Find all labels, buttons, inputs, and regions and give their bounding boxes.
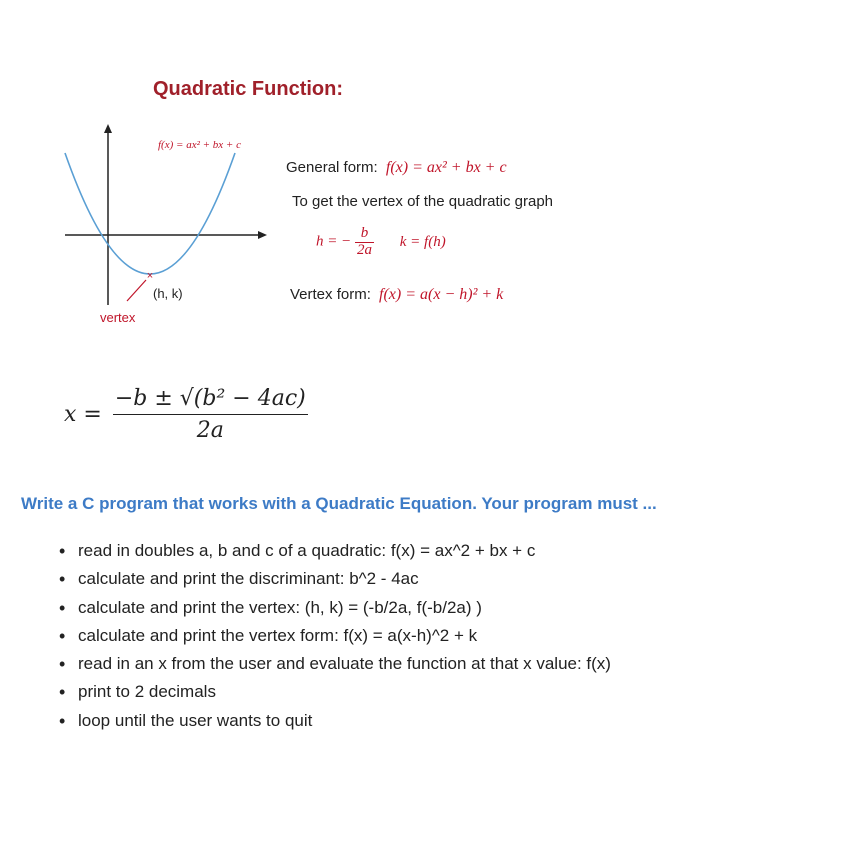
quadratic-formula-denominator: 2a	[113, 414, 308, 442]
quadratic-formula-lhs: x =	[64, 402, 102, 428]
list-item: • loop until the user wants to quit	[78, 707, 611, 735]
vertex-instruction: To get the vertex of the quadratic graph	[292, 193, 553, 210]
list-item: • print to 2 decimals	[78, 678, 611, 706]
general-form-row	[286, 159, 507, 177]
vertex-label: vertex	[100, 310, 136, 325]
parabola-curve	[65, 153, 235, 274]
h-formula-fraction	[355, 226, 374, 259]
list-item: • read in an x from the user and evaluate the function at that x value: f(x)	[78, 650, 611, 678]
vertex-form-label: Vertex form:	[290, 286, 371, 303]
h-formula-denominator: 2a	[357, 241, 372, 258]
list-item: • calculate and print the vertex: (h, k) = (-b/2a, f(-b/2a) )	[78, 594, 611, 622]
list-item: • calculate and print the discriminant: b^2 - 4ac	[78, 565, 611, 593]
vertex-form-expr: f(x) = a(x − h)² + k	[379, 286, 504, 303]
vertex-marker: ×	[146, 270, 154, 282]
vertex-formulas	[316, 226, 446, 259]
quadratic-formula-fraction	[113, 387, 308, 442]
h-formula-numerator: b	[360, 225, 369, 241]
x-axis-arrow	[258, 231, 267, 239]
y-axis-arrow	[104, 124, 112, 133]
quadratic-formula-numerator: −b ± √(b² − 4ac)	[114, 386, 306, 411]
task-heading: Write a C program that works with a Quadratic Equation. Your program must ...	[21, 494, 657, 513]
list-item: • calculate and print the vertex form: f(x) = a(x-h)^2 + k	[78, 622, 611, 650]
general-form-label: General form:	[286, 159, 378, 176]
page-title: Quadratic Function:	[153, 78, 343, 100]
quadratic-formula	[64, 387, 308, 442]
general-form-expr: f(x) = ax² + bx + c	[385, 159, 507, 176]
requirements-list	[78, 537, 611, 735]
list-item: • read in doubles a, b and c of a quadratic: f(x) = ax^2 + bx + c	[78, 537, 611, 565]
h-formula-lhs: h = −	[316, 233, 352, 250]
parabola-graph	[55, 115, 285, 335]
vertex-pointer	[127, 280, 146, 301]
curve-label: f(x) = ax² + bx + c	[158, 139, 241, 151]
k-formula: k = f(h)	[399, 233, 446, 250]
vertex-form-row	[290, 286, 503, 304]
vertex-point-label: (h, k)	[153, 286, 183, 301]
